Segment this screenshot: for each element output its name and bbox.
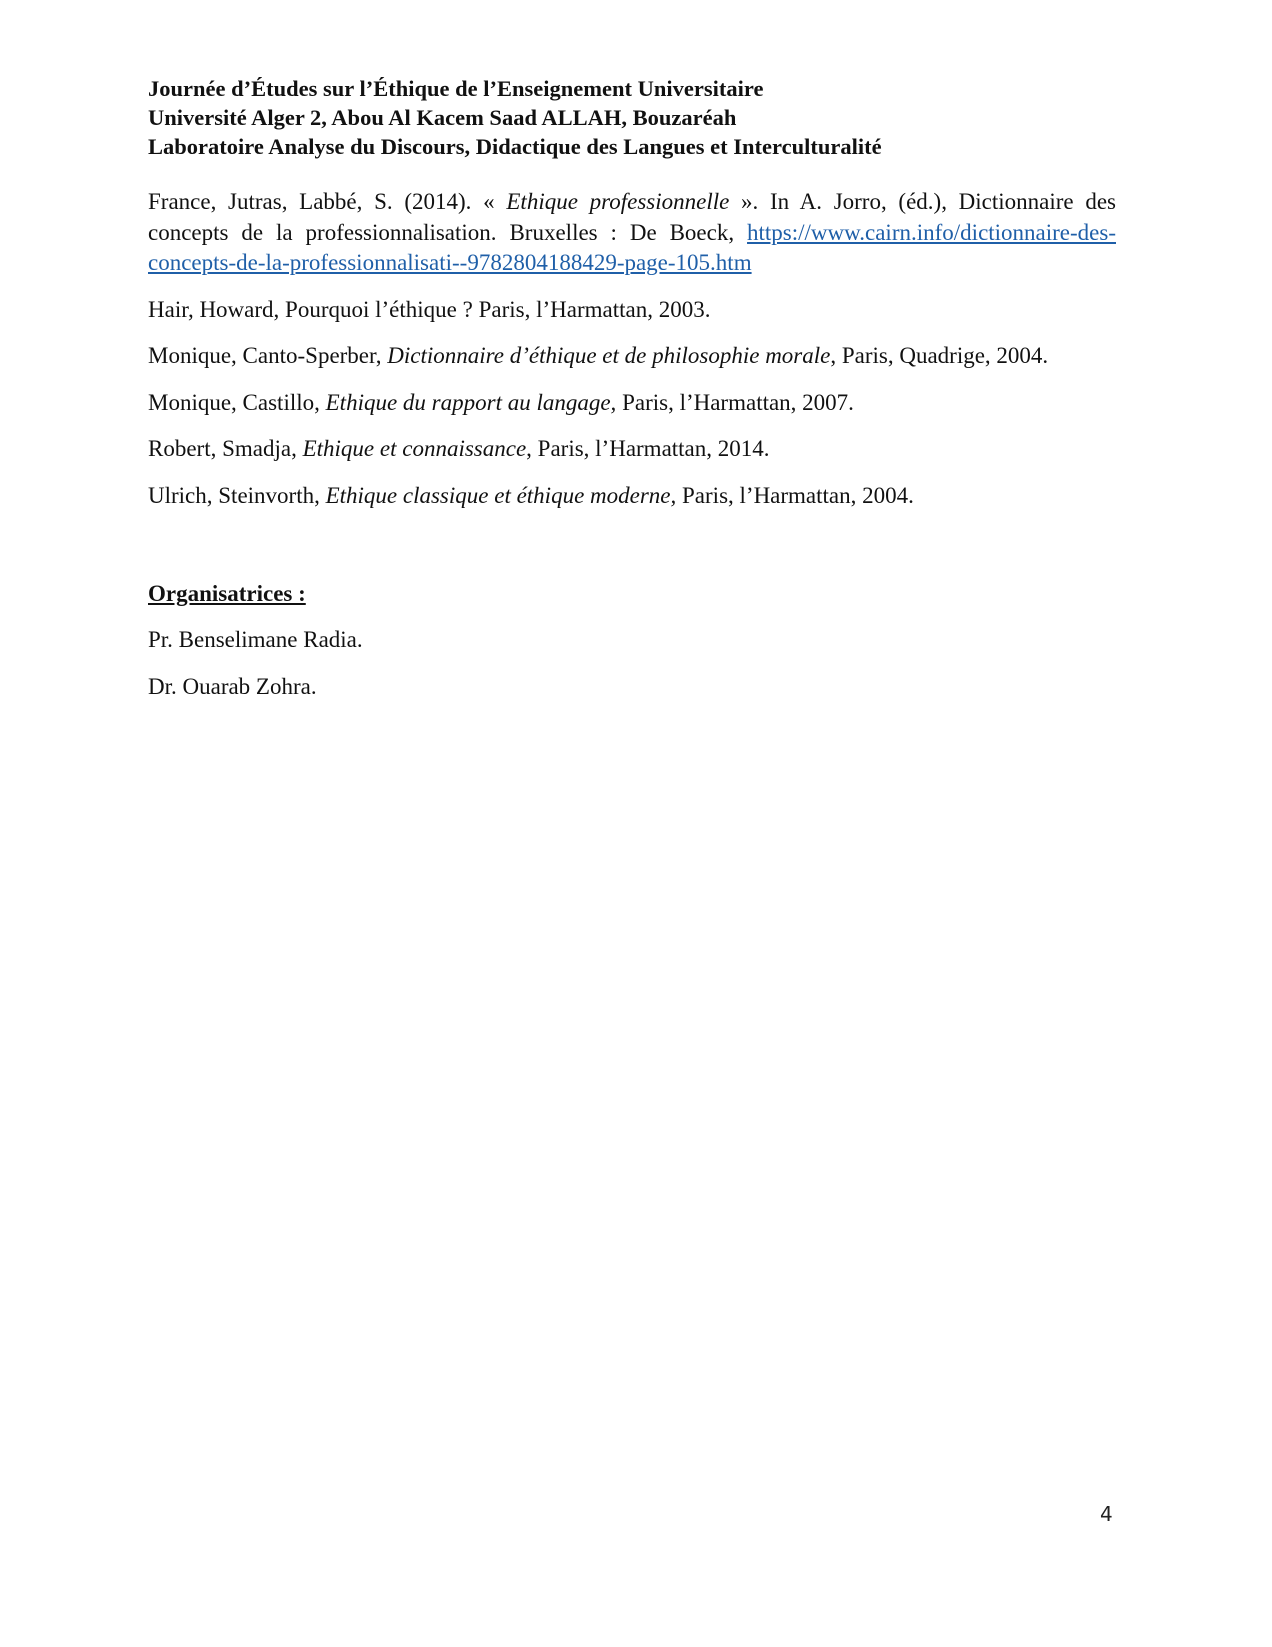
reference-item: [148, 341, 1116, 372]
reference-author: France, Jutras, Labbé, S. (2014). «: [148, 189, 507, 214]
reference-details: , Paris, Quadrige, 2004.: [830, 343, 1049, 368]
organizer-name: Pr. Benselimane Radia.: [148, 627, 363, 652]
reference-title: Ethique professionnelle: [506, 189, 730, 214]
reference-title: Ethique du rapport au langage,: [325, 389, 617, 415]
reference-author: Monique, Castillo,: [148, 389, 326, 415]
reference-text: Hair, Howard, Pourquoi l’éthique ? Paris, l’Harmattan, 2003.: [148, 296, 711, 322]
organizers-heading: Organisatrices :: [148, 581, 306, 606]
bibliography: [148, 187, 1116, 511]
header-line-laboratory: Laboratoire Analyse du Discours, Didactique des Langues et Interculturalité: [148, 134, 882, 159]
reference-item: [148, 187, 1116, 279]
header-line-event: Journée d’Études sur l’Éthique de l’Enseignement Universitaire: [148, 76, 764, 101]
reference-author: Monique, Canto-Sperber,: [148, 343, 388, 368]
page-number: 4: [1100, 1502, 1113, 1526]
reference-title: Dictionnaire d’éthique et de philosophie morale: [387, 343, 831, 368]
reference-item: [148, 434, 1116, 465]
reference-title: Ethique et connaissance: [302, 436, 527, 461]
reference-details: ». In A. Jorro, (éd.), Dictionnaire des concepts de la professionnalisation. Bruxelles : De Boeck,: [148, 189, 1117, 245]
header-line-university: Université Alger 2, Abou Al Kacem Saad ALLAH, Bouzaréah: [148, 105, 737, 130]
organizer-name: Dr. Ouarab Zohra.: [148, 674, 317, 699]
reference-item: [148, 295, 1116, 326]
reference-item: [148, 481, 1116, 512]
reference-author: Ulrich, Steinvorth,: [148, 482, 326, 508]
reference-details: Paris, l’Harmattan, 2004.: [676, 482, 914, 508]
reference-details: , Paris, l’Harmattan, 2014.: [526, 436, 770, 461]
reference-title: Ethique classique et éthique moderne,: [325, 482, 677, 508]
organizers-list: [148, 625, 363, 719]
reference-author: Robert, Smadja,: [148, 436, 303, 461]
reference-details: Paris, l’Harmattan, 2007.: [616, 389, 854, 415]
reference-link[interactable]: https://www.cairn.info/dictionnaire-des-concepts-de-la-professionnalisati--9782804188429-page-105.htm: [148, 219, 1116, 275]
reference-item: [148, 388, 1116, 419]
document-header: [148, 74, 1128, 161]
